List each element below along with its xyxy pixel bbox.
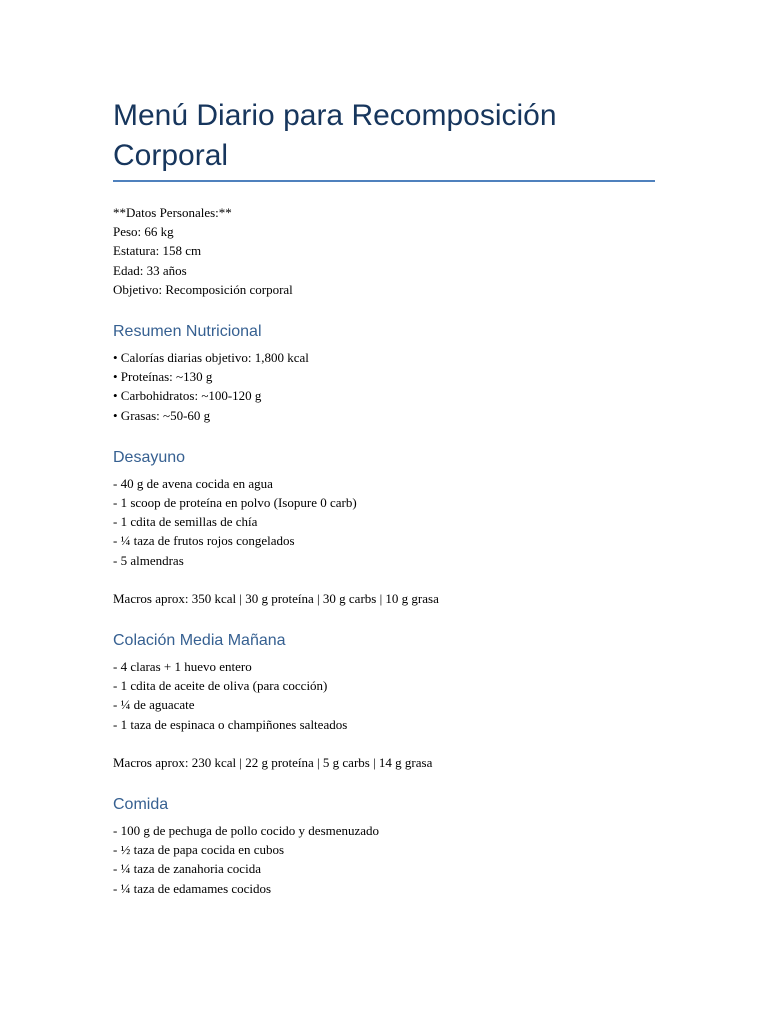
- list-item: - 4 claras + 1 huevo entero: [113, 659, 252, 675]
- list-item: - 5 almendras: [113, 552, 184, 568]
- macros-text: Macros aprox: 230 kcal | 22 g proteína | 5 g carbs | 14 g grasa: [113, 754, 433, 770]
- list-item: • Calorías diarias objetivo: 1,800 kcal: [113, 350, 309, 366]
- list-item: - 1 cdita de semillas de chía: [113, 514, 258, 530]
- list-item: - 1 scoop de proteína en polvo (Isopure 0 carb): [113, 495, 357, 511]
- section-list: [113, 348, 655, 425]
- section-list: [113, 657, 655, 734]
- section-lunch: [113, 795, 655, 898]
- personal-goal: Objetivo: Recomposición corporal: [113, 281, 293, 297]
- document-title: Menú Diario para Recomposición Corporal: [113, 99, 557, 172]
- section-list: [113, 474, 655, 570]
- personal-data-block: [113, 203, 655, 299]
- section-mid-morning-snack: [113, 631, 655, 772]
- title-underline: [113, 180, 655, 182]
- macros-summary: [113, 753, 655, 772]
- section-heading: Resumen Nutricional: [113, 323, 262, 341]
- section-heading: Comida: [113, 796, 169, 814]
- list-item: • Grasas: ~50-60 g: [113, 407, 211, 423]
- section-heading: Desayuno: [113, 448, 186, 466]
- list-item: - 100 g de pechuga de pollo cocido y desmenuzado: [113, 823, 380, 839]
- personal-weight: Peso: 66 kg: [113, 224, 174, 240]
- macros-summary: [113, 589, 655, 608]
- personal-data-heading: **Datos Personales:**: [113, 205, 232, 220]
- list-item: - ¼ taza de frutos rojos congelados: [113, 533, 295, 549]
- personal-height: Estatura: 158 cm: [113, 243, 202, 259]
- section-breakfast: [113, 448, 655, 608]
- list-item: - 1 cdita de aceite de oliva (para cocción): [113, 678, 328, 694]
- list-item: • Proteínas: ~130 g: [113, 369, 213, 385]
- section-list: [113, 821, 655, 898]
- list-item: - ¼ de aguacate: [113, 697, 195, 713]
- macros-text: Macros aprox: 350 kcal | 30 g proteína | 30 g carbs | 10 g grasa: [113, 590, 439, 606]
- personal-age: Edad: 33 años: [113, 262, 187, 278]
- list-item: - ¼ taza de zanahoria cocida: [113, 861, 261, 877]
- section-heading: Colación Media Mañana: [113, 632, 286, 650]
- list-item: - 40 g de avena cocida en agua: [113, 475, 273, 491]
- list-item: - ½ taza de papa cocida en cubos: [113, 842, 285, 858]
- list-item: - ¼ taza de edamames cocidos: [113, 880, 272, 896]
- section-nutrition-summary: [113, 322, 655, 425]
- list-item: - 1 taza de espinaca o champiñones salteados: [113, 716, 348, 732]
- list-item: • Carbohidratos: ~100-120 g: [113, 388, 262, 404]
